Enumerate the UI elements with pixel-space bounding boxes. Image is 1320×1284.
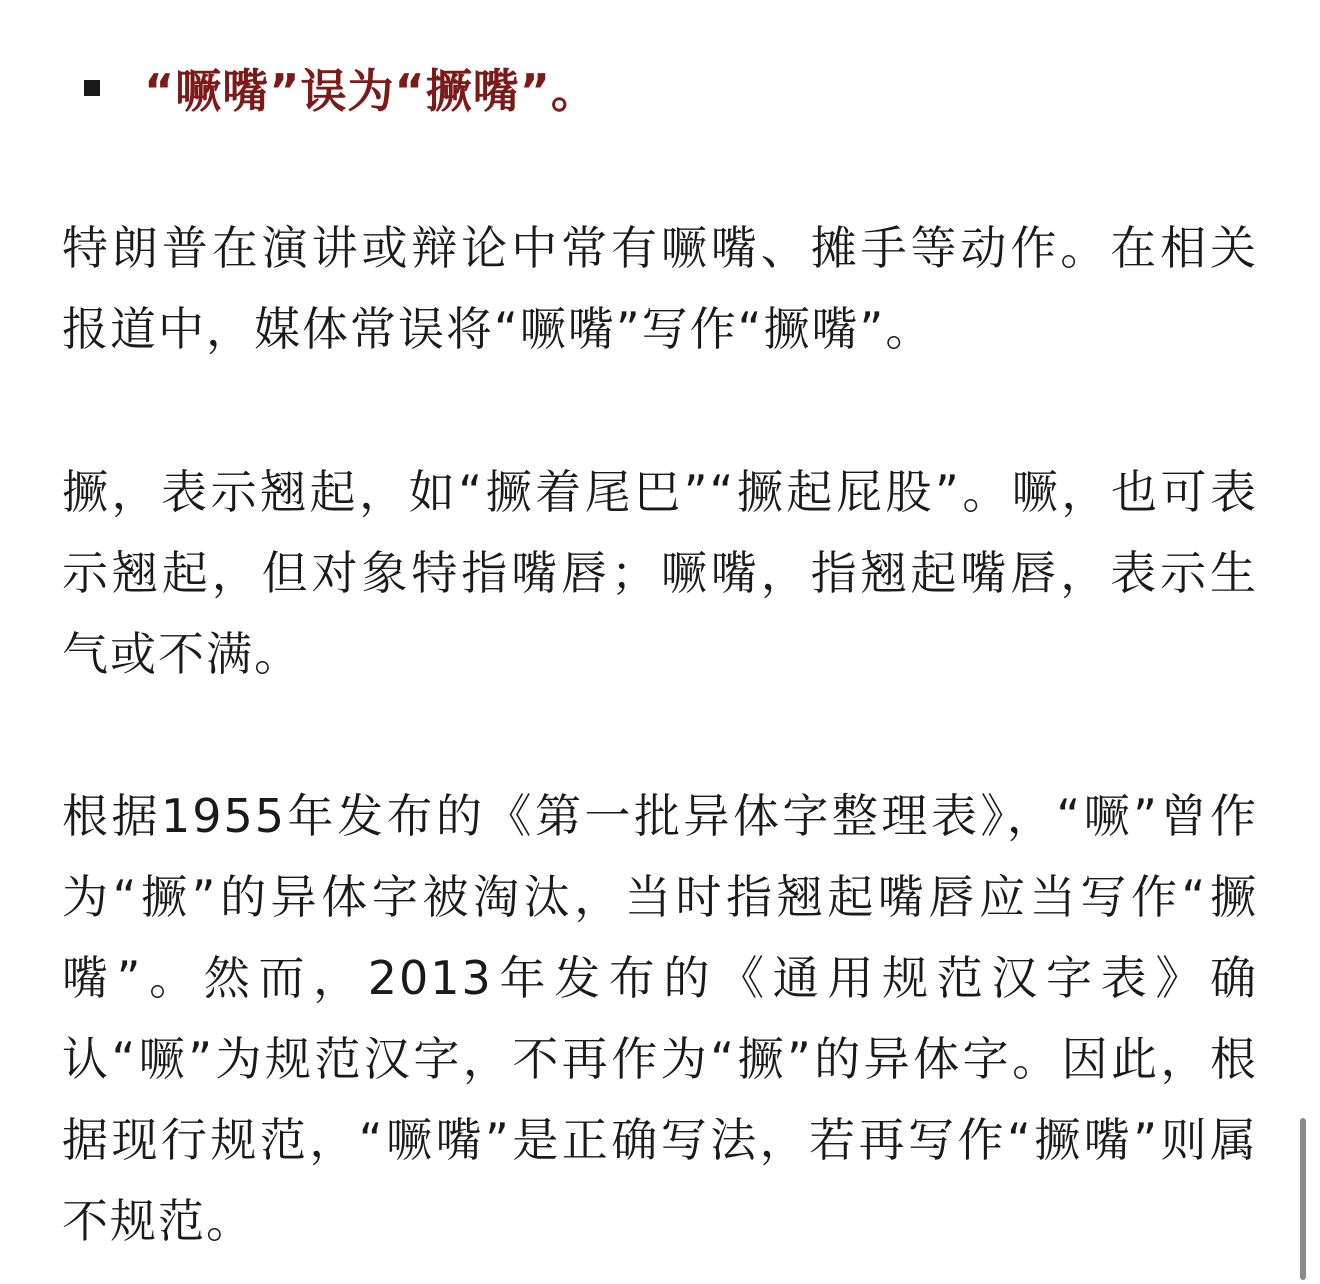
heading-text: “噘嘴”误为“撅嘴”。: [144, 64, 598, 118]
vertical-scrollbar[interactable]: [1300, 1118, 1306, 1280]
paragraph-1: 特朗普在演讲或辩论中常有噘嘴、摊手等动作。在相关报道中，媒体常误将“噘嘴”写作“撅嘴”。: [62, 221, 1258, 356]
paragraph-3: 根据1955年发布的《第一批异体字整理表》，“噘”曾作为“撅”的异体字被淘汰，当时指翘起嘴唇应当写作“撅嘴”。然而，2013年发布的《通用规范汉字表》确认“噘”为规范汉字，不再作为“撅”的异体字。因此，根据现行规范，“噘嘴”是正确写法，若再写作“撅嘴”则属不规范。: [62, 789, 1258, 1248]
paragraph-2: 撅，表示翘起，如“撅着尾巴”“撅起屁股”。噘，也可表示翘起，但对象特指嘴唇；噘嘴，指翘起嘴唇，表示生气或不满。: [62, 465, 1258, 681]
section-heading: [84, 52, 598, 124]
square-bullet-icon: [84, 80, 100, 96]
